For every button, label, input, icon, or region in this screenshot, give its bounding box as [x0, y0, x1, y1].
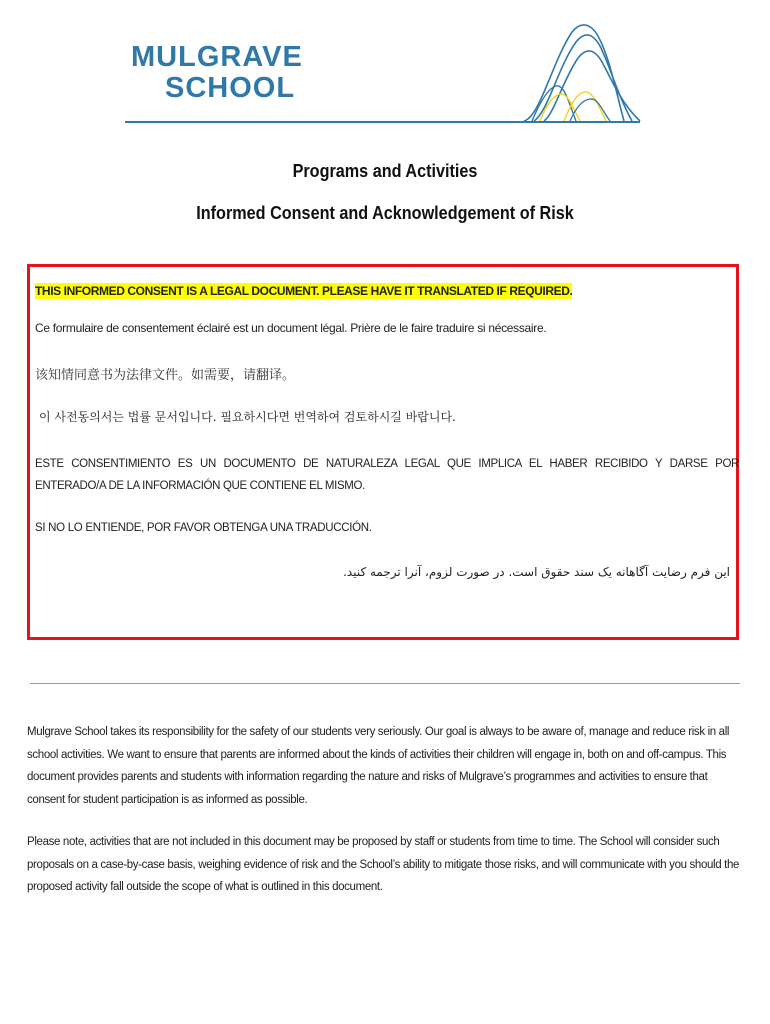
body-paragraph-responsibility: Mulgrave School takes its responsibility for the safety of our students very seriously. Our goal is always to be aware of, manage and reduce risk in all school activities. We want to ensure that parents are informed about the kinds of activities their children will engage in, both on and off-campus. This document provides parents and students with information regarding the nature and risks of Mulgrave’s programmes and activities to ensure that consent for student participation is as informed as possible.: [27, 726, 730, 806]
notice-korean: 이 사전동의서는 법률 문서입니다. 필요하시다면 번역하여 검토하시길 바랍니다.: [39, 410, 456, 424]
notice-chinese: 该知情同意书为法律文件。如需要，请翻译。: [35, 368, 296, 383]
notice-persian: این فرم رضایت آگاهانه یک سند حقوق است. در صورت لزوم، آنرا ترجمه کنید.: [343, 565, 730, 579]
logo-line-mulgrave: MULGRAVE: [131, 41, 303, 73]
notice-spanish-translation: SI NO LO ENTIENDE, POR FAVOR OBTENGA UNA TRADUCCIÓN.: [35, 522, 372, 534]
section-divider: [30, 683, 740, 684]
header-rule: [125, 121, 640, 123]
notice-english: THIS INFORMED CONSENT IS A LEGAL DOCUMENT. PLEASE HAVE IT TRANSLATED IF REQUIRED.: [35, 284, 573, 298]
notice-spanish: ESTE CONSENTIMIENTO ES UN DOCUMENTO DE NATURALEZA LEGAL QUE IMPLICA EL HABER RECIBIDO Y DARSE POR ENTERADO/A DE LA INFORMACIÓN QUE CONTIENE EL MISMO.: [35, 458, 739, 492]
mountain-waves-icon: [520, 22, 645, 124]
document-subtitle: Informed Consent and Acknowledgement of Risk: [196, 203, 574, 223]
document-title: Programs and Activities: [292, 161, 478, 181]
notice-french: Ce formulaire de consentement éclairé est un document légal. Prière de le faire traduire si nécessaire.: [35, 321, 547, 335]
school-logo-text: [131, 42, 303, 104]
page-header: [0, 0, 770, 130]
logo-line-school: SCHOOL: [165, 72, 296, 104]
legal-notice-box: [27, 264, 739, 640]
body-paragraph-other-activities: Please note, activities that are not included in this document may be proposed by staff or students from time to time. The School will consider such proposals on a case-by-case basis, weighing evidence of risk and the School’s ability to mitigate those risks, and will communicate with you should the proposed activity fall outside the scope of what is outlined in this document.: [27, 836, 740, 893]
